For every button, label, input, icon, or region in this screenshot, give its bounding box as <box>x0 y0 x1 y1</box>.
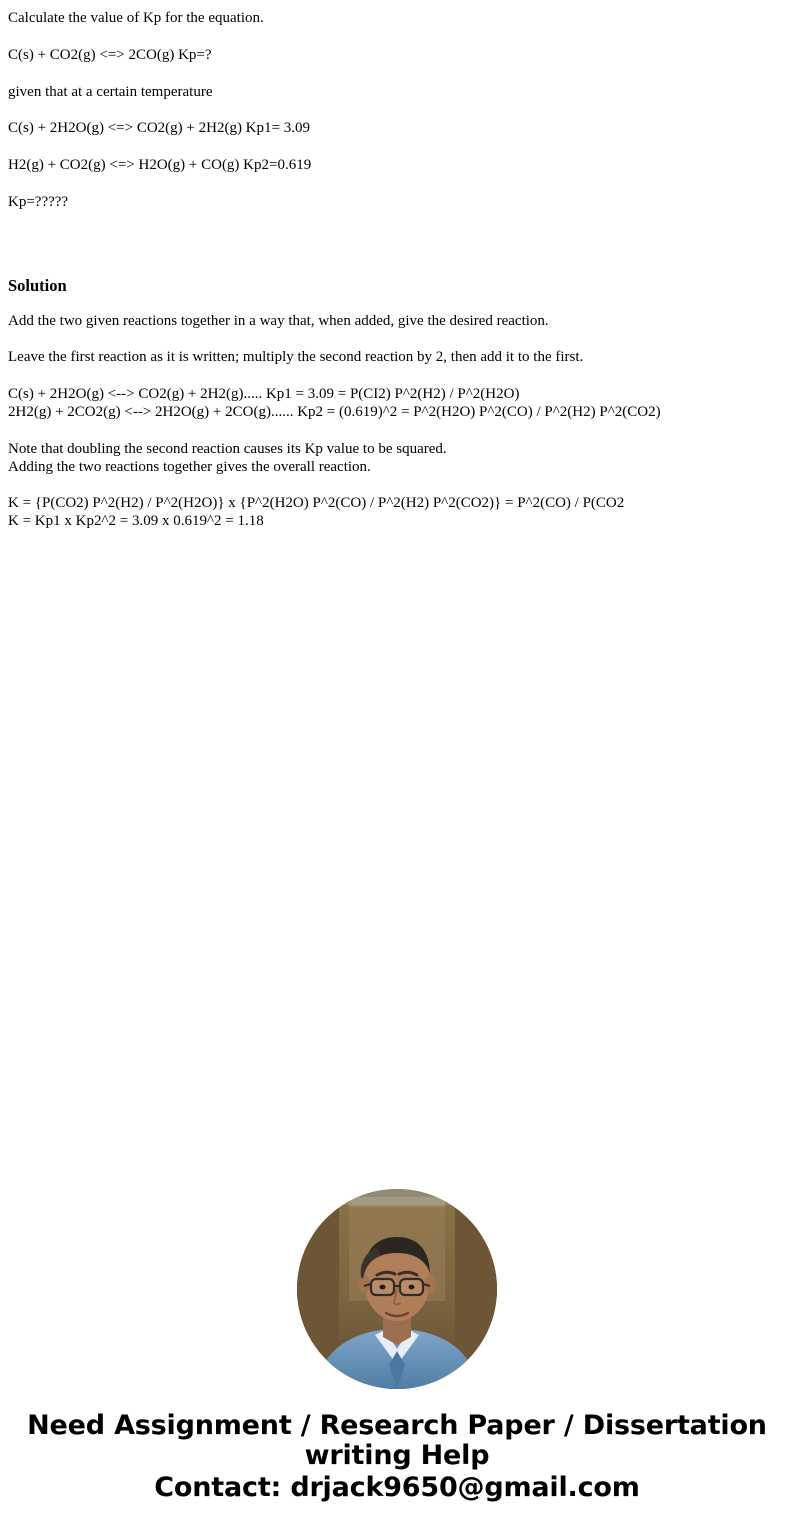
result-line: K = {P(CO2) P^2(H2) / P^2(H2O)} x {P^2(H2O) P^2(CO) / P^2(H2) P^2(CO2)} = P^2(CO) / P(CO2 <box>8 495 625 512</box>
result-group <box>8 494 786 531</box>
solution-block <box>0 312 794 531</box>
equation-line: 2H2(g) + 2CO2(g) <--> 2H2O(g) + 2CO(g)...... Kp2 = (0.619)^2 = P^2(H2O) P^2(CO) / P^2(H2) P^2(CO2) <box>8 404 661 421</box>
solution-intro-line: Add the two given reactions together in a way that, when added, give the desired reaction. <box>8 312 549 329</box>
question-line: Kp=????? <box>8 193 69 210</box>
question-line: given that at a certain temperature <box>8 83 213 100</box>
promo-block <box>0 1189 794 1504</box>
page-spacer <box>0 549 794 1189</box>
promo-contact: Contact: drjack9650@gmail.com <box>154 1472 640 1504</box>
equation-line: C(s) + 2H2O(g) <--> CO2(g) + 2H2(g)..... Kp1 = 3.09 = P(CI2) P^2(H2) / P^2(H2O) <box>8 386 520 402</box>
solution-intro-line: Leave the first reaction as it is written; multiply the second reaction by 2, then add it to the first. <box>8 349 584 366</box>
question-line: Calculate the value of Kp for the equation. <box>8 10 264 26</box>
note-line: Adding the two reactions together gives the overall reaction. <box>8 458 371 475</box>
promo-title: Need Assignment / Research Paper / Dissertation writing Help <box>27 1409 767 1472</box>
question-line: C(s) + 2H2O(g) <=> CO2(g) + 2H2(g) Kp1= 3.09 <box>8 120 310 137</box>
result-line: K = Kp1 x Kp2^2 = 3.09 x 0.619^2 = 1.18 <box>8 513 264 530</box>
note-group <box>8 440 786 477</box>
avatar-wrap <box>0 1189 794 1389</box>
avatar <box>297 1189 497 1389</box>
equation-group <box>8 385 786 422</box>
question-line: H2(g) + CO2(g) <=> H2O(g) + CO(g) Kp2=0.619 <box>8 157 312 173</box>
question-block <box>0 0 794 212</box>
question-line: C(s) + CO2(g) <=> 2CO(g) Kp=? <box>8 46 212 63</box>
solution-heading: Solution <box>8 275 67 295</box>
note-line: Note that doubling the second reaction causes its Kp value to be squared. <box>8 440 447 457</box>
